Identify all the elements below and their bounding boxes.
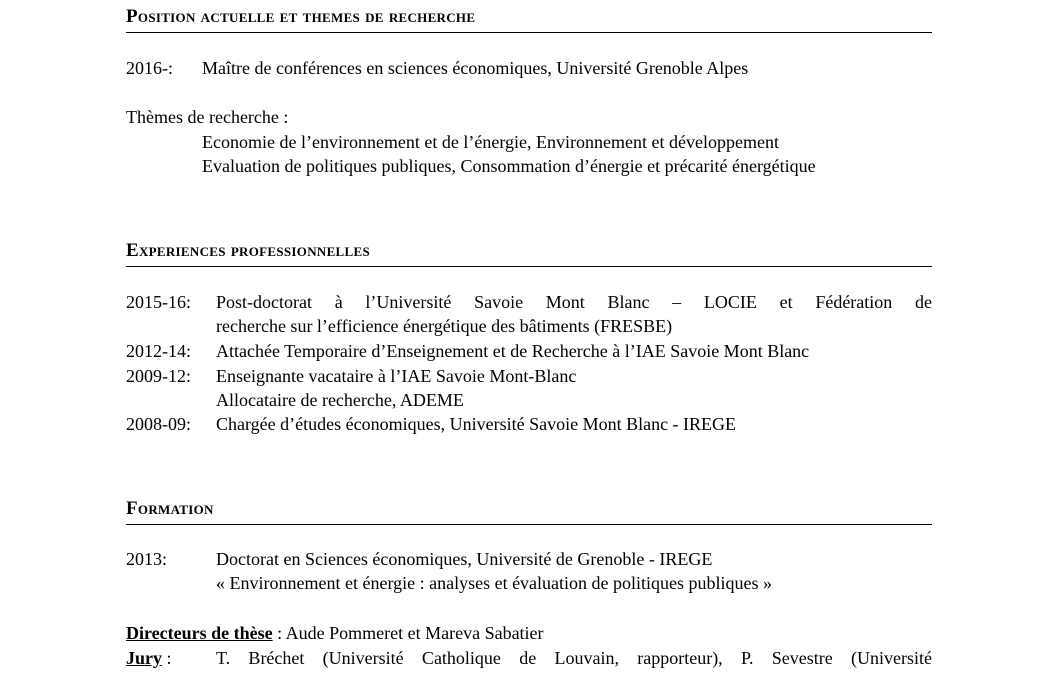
current-position-years: 2016-:	[126, 58, 173, 78]
themes-label: Thèmes de recherche :	[126, 107, 289, 127]
section-heading-formation: Formation	[126, 498, 932, 525]
section-heading-experiences: Experiences professionnelles	[126, 240, 932, 267]
section-heading-position: Position actuelle et themes de recherche	[126, 6, 932, 33]
experience-years: 2012-14:	[126, 341, 191, 361]
degree-line-2: « Environnement et énergie : analyses et évaluation de politiques publiques »	[216, 573, 773, 593]
directors-label: Directeurs de thèse	[126, 623, 273, 643]
experience-years: 2015-16:	[126, 292, 191, 312]
themes-line-1: Economie de l’environnement et de l’énergie, Environnement et développement	[202, 132, 779, 152]
jury-label-line	[126, 646, 172, 670]
jury-colon: :	[162, 648, 172, 668]
degree-line-1: Doctorat en Sciences économiques, Université de Grenoble - IREGE	[216, 549, 713, 569]
experience-line: Enseignante vacataire à l’IAE Savoie Mont-Blanc	[216, 366, 577, 386]
experience-years: 2009-12:	[126, 366, 191, 386]
degree-years: 2013:	[126, 549, 168, 569]
jury-line-1: T. Bréchet (Université Catholique de Louvain, rapporteur), P. Sevestre (Université	[216, 648, 932, 668]
thesis-directors	[126, 621, 544, 645]
themes-line-2: Evaluation de politiques publiques, Consommation d’énergie et précarité énergétique	[202, 156, 816, 176]
current-position-text: Maître de conférences en sciences économiques, Université Grenoble Alpes	[202, 58, 749, 78]
experience-line: recherche sur l’efficience énergétique des bâtiments (FRESBE)	[216, 316, 673, 336]
experience-line: Chargée d’études économiques, Université Savoie Mont Blanc - IREGE	[216, 414, 737, 434]
experience-line: Post-doctorat à l’Université Savoie Mont Blanc – LOCIE et Fédération de	[216, 292, 932, 312]
experience-line: Allocataire de recherche, ADEME	[216, 390, 464, 410]
jury-label: Jury	[126, 648, 162, 668]
experience-line: Attachée Temporaire d’Enseignement et de Recherche à l’IAE Savoie Mont Blanc	[216, 341, 810, 361]
directors-text: : Aude Pommeret et Mareva Sabatier	[272, 623, 544, 643]
experience-years: 2008-09:	[126, 414, 191, 434]
